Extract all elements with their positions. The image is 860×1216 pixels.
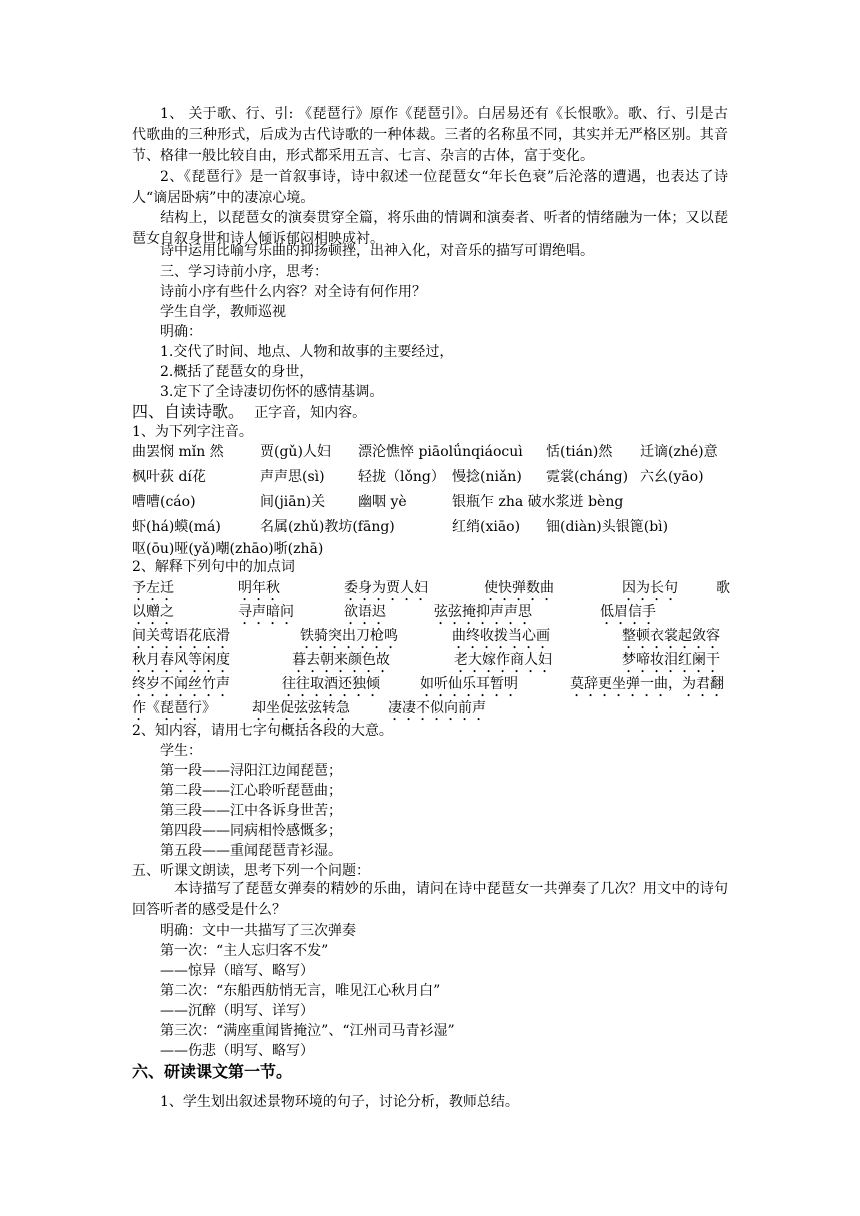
phrase-item: 凄凄不似向前声 [388,700,486,716]
phrase-item: 予左迁 [132,580,174,596]
phrase-item: 莫辞更坐弹一曲，为君翻 [570,676,724,692]
performance-line: 第二次：“东船西舫悄无言，唯见江心秋月白” [160,983,441,999]
phrase-row [132,576,732,600]
phrase-item: 老大嫁作商人妇 [454,652,552,668]
phrase-item: 委身为贾人妇 [344,580,428,596]
paragraph-summary: 第五段——重闻琵琶青衫湿。 [160,843,342,859]
phrase-item: 却坐促弦弦转急 [252,700,350,716]
vocab-item: 六幺(yāo) [640,469,704,485]
phrase-item: 欲语迟 [344,604,386,620]
section-3-question: 诗前小序有些什么内容？对全诗有何作用？ [160,284,426,300]
phrase-row [132,600,732,624]
phrase-item: 因为长句 [622,580,678,596]
vocab-row [132,515,732,539]
vocab-item: 曲罢悯 mǐn 然 [132,444,224,460]
section-3-clarify: 明确： [160,324,202,340]
section-4-question-2: 2、解释下列句中的加点词 [132,559,295,575]
vocab-item: 幽咽 yè [358,494,407,510]
intro-paragraph-4: 诗中运用比喻写乐曲的抑扬顿挫，出神入化，对音乐的描写可谓绝唱。 [160,243,594,259]
performance-line: ——惊异（暗写、略写） [160,963,314,979]
phrase-item: 曲终收拨当心画 [452,628,550,644]
section-4-heading: 四、自读诗歌。 正字音，知内容。 [132,402,367,421]
section-3-heading: 三、学习诗前小序，思考： [160,264,328,280]
vocab-item: 钿(diàn)头银篦(bì) [546,519,669,535]
section-3-point: 2.概括了琵琶女的身世， [160,364,314,380]
phrase-item: 梦啼妆泪红阑干 [622,652,720,668]
vocab-row [132,465,732,489]
phrase-item: 整顿衣裳起敛容 [622,628,720,644]
vocab-item: 恬(tián)然 [546,444,613,460]
vocab-item: 银瓶乍 zha 破水浆迸 bèng [452,494,624,510]
phrase-item: 如听仙乐耳暂明 [420,676,518,692]
phrase-row [132,672,732,696]
phrase-item: 作《琵琶行》 [132,700,216,716]
paragraph-summary: 第三段——江中各诉身世苦； [160,803,342,819]
phrase-row [132,624,732,648]
section-5-question: 本诗描写了琵琶女弹奏的精妙的乐曲，请问在诗中琵琶女一共弹奏了几次？用文中的诗句回答听者的感受是什么？ [132,881,728,918]
phrase-item: 秋月春风等闲度 [132,652,230,668]
section-5-heading: 五、听课文朗读，思考下列一个问题： [132,863,370,879]
phrase-row [132,648,732,672]
vocab-row [132,440,732,464]
performance-line: 第一次：“主人忘归客不发” [160,943,329,959]
student-label: 学生： [160,743,202,759]
vocab-item: 呕(ōu)哑(yǎ)嘲(zhāo)哳(zhā) [132,541,324,557]
paragraph-summary: 第四段——同病相怜感慨多； [160,823,342,839]
vocab-row [132,490,732,514]
phrase-item: 歌 [716,580,730,596]
vocab-item: 慢捻(niǎn) [452,469,522,485]
performance-line: ——沉醉（明写、详写） [160,1003,314,1019]
phrase-item: 寻声暗问 [238,604,294,620]
vocab-item: 间(jiān)关 [260,494,326,510]
vocab-item: 轻拢（lǒng） [358,469,445,485]
phrase-item: 弦弦掩抑声声思 [434,604,532,620]
performance-line: 第三次：“满座重闻皆掩泣”、“江州司马青衫湿” [160,1023,455,1039]
phrase-item: 暮去朝来颜色故 [292,652,390,668]
phrase-row [132,696,732,720]
vocab-item: 枫叶荻 dí花 [132,469,206,485]
intro-paragraph-2: 2、《琵琶行》是一首叙事诗，诗中叙述一位琵琶女“年长色衰”后沦落的遭遇，也表达了诗人“谪居卧病”中的凄凉心境。 [132,169,728,206]
section-6-item: 1、学生划出叙述景物环境的句子，讨论分析，教师总结。 [160,1094,519,1110]
vocab-item: 嘈嘈(cáo) [132,494,196,510]
vocab-item: 霓裳(cháng) [546,469,629,485]
section-4-question-1: 1、为下列字注音。 [132,424,253,440]
intro-paragraph-3: 结构上，以琵琶女的演奏贯穿全篇，将乐曲的情调和演奏者、听者的情绪融为一体；又以琵琶女自叙身世和诗人倾诉郁闷相映成衬。 [132,210,728,247]
phrase-item: 使快弹数曲 [484,580,554,596]
phrase-item: 以赠之 [132,604,174,620]
vocab-item: 漂沦憔悴 piāolǘnqiáocuì [358,444,523,460]
vocab-item: 红绡(xiāo) [452,519,521,535]
section-3-point: 3.定下了全诗凄切伤怀的感情基调。 [160,384,384,400]
section-6-heading: 六、研读课文第一节。 [132,1062,293,1081]
performance-line: ——伤悲（明写、略写） [160,1043,314,1059]
intro-paragraph-1: 1、 关于歌、行、引: 《琵琶行》原作《琵琶引》。白居易还有《长恨歌》。歌、行、引是古代歌曲的三种形式，后成为古代诗歌的一种体裁。三者的名称虽不同，其实并无严格区别。其音节、格律一般比较自由，形式都采用五言、七言、杂言的古体，富于变化。 [132,106,728,164]
vocab-item: 名属(zhǔ)教坊(fāng) [260,519,395,535]
paragraph-summary: 第一段——浔阳江边闻琵琶； [160,763,342,779]
phrase-item: 间关莺语花底滑 [132,628,230,644]
phrase-item: 明年秋 [238,580,280,596]
phrase-item: 铁骑突出刀枪鸣 [300,628,398,644]
phrase-item: 低眉信手 [600,604,656,620]
vocab-item: 迁谪(zhé)意 [640,444,718,460]
paragraph-summary: 第二段——江心聆听琵琶曲； [160,783,342,799]
vocab-item: 虾(há)蟆(má) [132,519,221,535]
vocab-item: 贾(gǔ)人妇 [260,444,331,460]
phrase-item: 往往取酒还独倾 [282,676,380,692]
phrase-item: 终岁不闻丝竹声 [132,676,230,692]
section-3-method: 学生自学，教师巡视 [160,304,286,320]
section-5-clarify: 明确：文中一共描写了三次弹奏 [160,923,356,939]
section-3-point: 1.交代了时间、地点、人物和故事的主要经过， [160,344,454,360]
section-4-question-3: 2、知内容，请用七字句概括各段的大意。 [132,723,393,739]
vocab-item: 声声思(sì) [260,469,325,485]
